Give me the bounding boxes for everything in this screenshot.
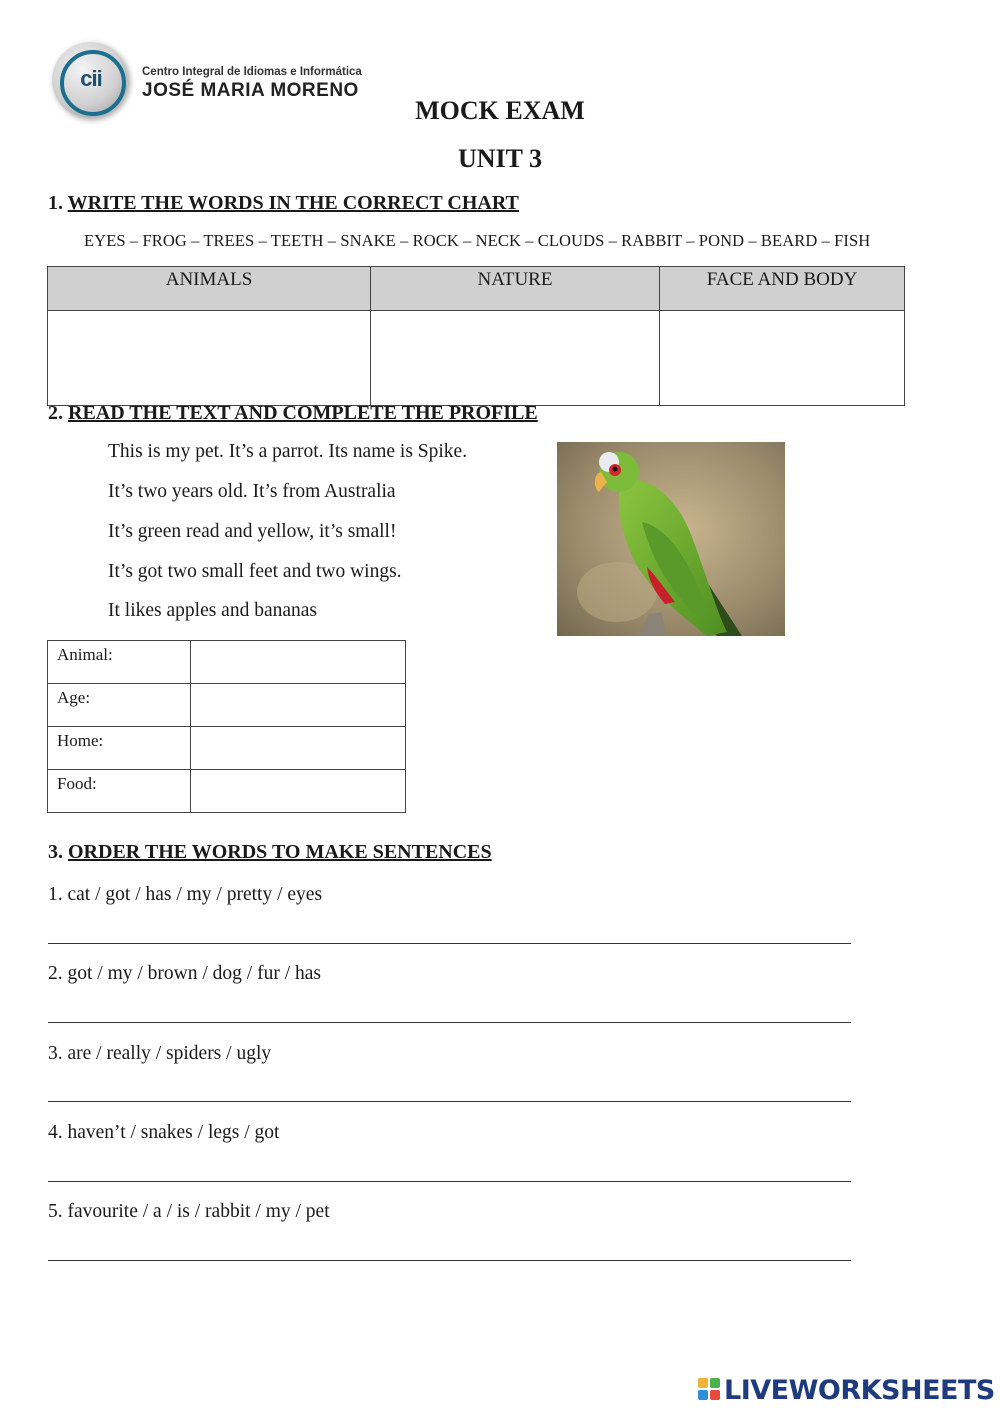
profile-input-food[interactable] [191,770,406,813]
profile-row-food [48,770,406,813]
section1-title: WRITE THE WORDS IN THE CORRECT CHART [67,192,519,214]
parrot-image [557,442,785,636]
word-bank: EYES – FROG – TREES – TEETH – SNAKE – ROCK – NECK – CLOUDS – RABBIT – POND – BEARD – FISH [84,231,871,250]
text-line: It’s green read and yellow, it’s small! [108,521,397,542]
word-chart [47,266,905,406]
section2-number: 2. [48,402,63,424]
answer-line-4[interactable] [48,1181,851,1182]
profile-label-animal: Animal: [48,641,191,684]
text-line: It’s got two small feet and two wings. [108,561,402,582]
profile-row-home [48,727,406,770]
scrambled-sentence-3: 3. are / really / spiders / ugly [48,1043,272,1064]
chart-header-animals: ANIMALS [48,267,371,311]
profile-row-animal [48,641,406,684]
institution-name-line2: JOSÉ MARIA MORENO [142,80,359,101]
page-title: MOCK EXAM [415,96,585,125]
scrambled-sentence-5: 5. favourite / a / is / rabbit / my / pet [48,1201,330,1222]
chart-cell-face-body[interactable] [660,311,905,406]
section2-title: READ THE TEXT AND COMPLETE THE PROFILE [68,402,538,424]
profile-label-home: Home: [48,727,191,770]
section2-heading [48,402,538,425]
profile-table [47,640,406,813]
chart-header-nature: NATURE [371,267,660,311]
profile-label-age: Age: [48,684,191,727]
section1-number: 1. [48,192,63,214]
liveworksheets-logo [698,1375,995,1406]
profile-input-age[interactable] [191,684,406,727]
answer-line-1[interactable] [48,943,851,944]
section1-heading [48,192,519,215]
text-line: It’s two years old. It’s from Australia [108,481,396,502]
scrambled-sentence-4: 4. haven’t / snakes / legs / got [48,1122,280,1143]
section3-number: 3. [48,841,63,863]
section3-title: ORDER THE WORDS TO MAKE SENTENCES [68,841,492,863]
page-subtitle: UNIT 3 [457,144,543,173]
profile-input-home[interactable] [191,727,406,770]
profile-label-food: Food: [48,770,191,813]
answer-line-3[interactable] [48,1101,851,1102]
scrambled-sentence-1: 1. cat / got / has / my / pretty / eyes [48,884,323,905]
scrambled-sentence-2: 2. got / my / brown / dog / fur / has [48,963,321,984]
logo-letters: cii [80,66,102,91]
institution-name-line1: Centro Integral de Idiomas e Informática [142,66,362,78]
chart-cell-animals[interactable] [48,311,371,406]
profile-row-age [48,684,406,727]
chart-cell-nature[interactable] [371,311,660,406]
answer-line-2[interactable] [48,1022,851,1023]
profile-input-animal[interactable] [191,641,406,684]
answer-line-5[interactable] [48,1260,851,1261]
chart-header-face-body: FACE AND BODY [660,267,905,311]
text-line: This is my pet. It’s a parrot. Its name is Spike. [108,441,468,462]
section3-heading [48,841,492,864]
text-line: It likes apples and bananas [108,600,318,621]
liveworksheets-mark-icon [698,1378,722,1402]
brand-name: LIVEWORKSHEETS [724,1375,995,1406]
